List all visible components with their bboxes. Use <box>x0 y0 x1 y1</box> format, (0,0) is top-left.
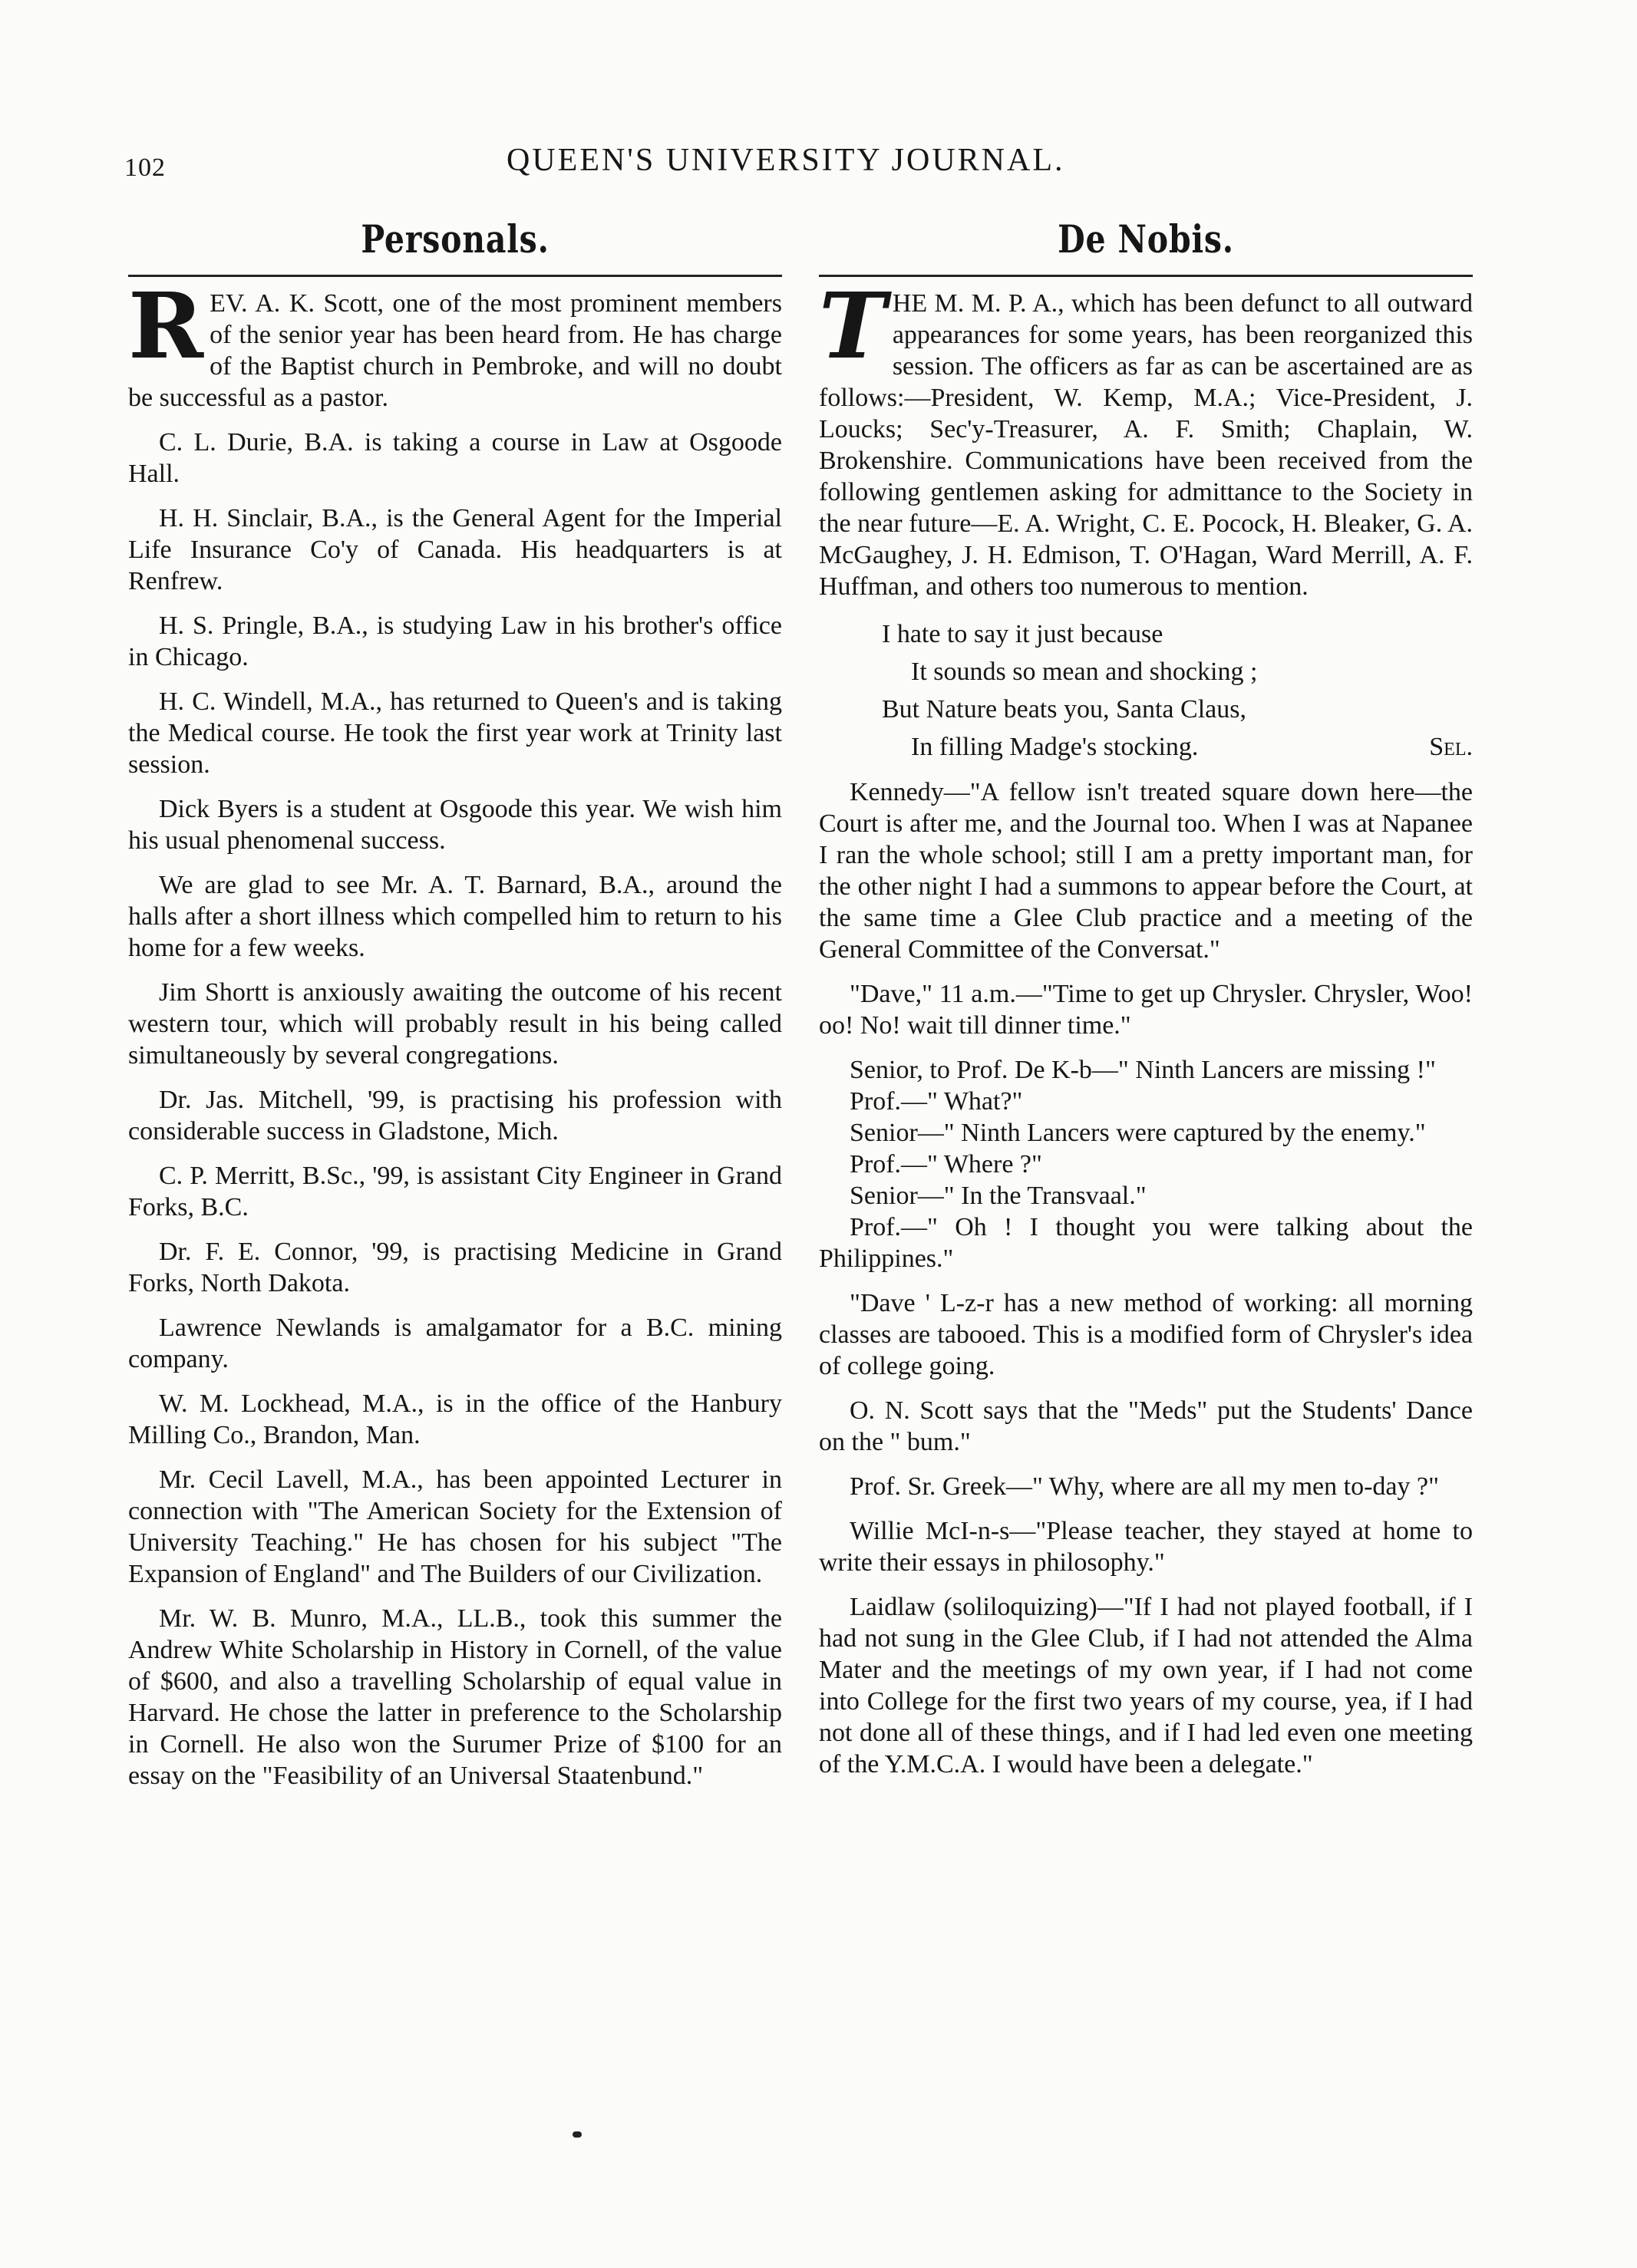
poem-line <box>819 728 1473 766</box>
de-nobis-item: Kennedy—"A fellow isn't treated square down here—the Court is after me, and the Journal too. When I was at Napanee I ran the whole school; still I am a pretty important man, for the other night I had a summons to appear before the Court, at the same time a Glee Club practice and a meeting of the General Committee of the Conversat." <box>819 778 1473 964</box>
personal-item: H. H. Sinclair, B.A., is the General Agent for the Imperial Life Insurance Co'y of Canada. His headquarters is at Renfrew. <box>128 504 782 595</box>
printer-mark <box>573 2131 582 2138</box>
dialogue-line: Senior—" In the Transvaal." <box>850 1182 1147 1210</box>
de-nobis-item: "Dave ' L-z-r has a new method of working: all morning classes are tabooed. This is a modified form of Chrysler's idea of college going. <box>819 1289 1473 1380</box>
poem-line: It sounds so mean and shocking ; <box>911 658 1258 686</box>
poem-line-text: In filling Madge's stocking. <box>911 733 1199 761</box>
dialogue-line: Senior—" Ninth Lancers were captured by the enemy." <box>850 1119 1426 1147</box>
personal-item: C. L. Durie, B.A. is taking a course in Law at Osgoode Hall. <box>128 428 782 488</box>
poem-line: But Nature beats you, Santa Claus, <box>882 695 1246 724</box>
personal-item: Dick Byers is a student at Osgoode this year. We wish him his usual phenomenal success. <box>128 795 782 855</box>
poem <box>819 615 1473 766</box>
poem-signature: Sel. <box>1429 733 1473 761</box>
personal-item: Dr. Jas. Mitchell, '99, is practising his profession with considerable success in Gladstone, Mich. <box>128 1086 782 1146</box>
personals-heading: Personals. <box>361 216 550 262</box>
de-nobis-item: Laidlaw (soliloquizing)—"If I had not played football, if I had not sung in the Glee Club, if I had not attended the Alma Mater and the meetings of my own year, if I had not come into College for the first two years of my course, yea, if I had not done all of these things, and if I had led even one meeting of the Y.M.C.A. I would have been a delegate." <box>819 1593 1473 1778</box>
page-number: 102 <box>124 153 166 182</box>
personal-item: We are glad to see Mr. A. T. Barnard, B.A., around the halls after a short illness which compelled him to return to his home for a few weeks. <box>128 871 782 962</box>
dialogue-line: Prof.—" Where ?" <box>850 1150 1042 1179</box>
de-nobis-item: "Dave," 11 a.m.—"Time to get up Chrysler. Chrysler, Woo! oo! No! wait till dinner time." <box>819 980 1473 1040</box>
de-nobis-heading: De Nobis. <box>1058 216 1234 262</box>
de-nobis-item: O. N. Scott says that the "Meds" put the Students' Dance on the " bum." <box>819 1396 1473 1456</box>
de-nobis-item: Willie McI-n-s—"Please teacher, they stayed at home to write their essays in philosophy." <box>819 1517 1473 1577</box>
dropcap: T <box>819 272 886 379</box>
personal-item: H. S. Pringle, B.A., is studying Law in his brother's office in Chicago. <box>128 612 782 671</box>
personal-item: W. M. Lockhead, M.A., is in the office of the Hanbury Milling Co., Brandon, Man. <box>128 1389 782 1449</box>
de-nobis-intro-text: HE M. M. P. A., which has been defunct to all outward appearances for some years, has been reorganized this session. The officers as far as can be ascertained are as follows:—President, W. Kemp, M.A.; Vice-President, J. Loucks; Sec'y-Treasurer, A. F. Smith; Chaplain, W. Brokenshire. Communications have been received from the following gentlemen asking for admittance to the Society in the near future—E. A. Wright, C. E. Pocock, H. Bleaker, G. A. McGaughey, J. H. Edmison, T. O'Hagan, Ward Merrill, A. F. Huffman, and others too numerous to mention. <box>819 289 1473 601</box>
de-nobis-rule <box>819 275 1473 277</box>
de-nobis-item: Prof. Sr. Greek—" Why, where are all my men to-day ?" <box>850 1472 1439 1501</box>
personal-item: Lawrence Newlands is amalgamator for a B.C. mining company. <box>128 1314 782 1373</box>
personal-item: Mr. Cecil Lavell, M.A., has been appointed Lecturer in connection with "The American Society for the Extension of University Teaching." He has chosen for his subject "The Expansion of England" and The Builders of our Civilization. <box>128 1465 782 1588</box>
de-nobis-column <box>819 215 1473 1793</box>
personal-item: Mr. W. B. Munro, M.A., LL.B., took this summer the Andrew White Scholarship in History in Cornell, of the value of $600, and also a travelling Scholarship of equal value in Harvard. He chose the latter in preference to the Scholarship in Cornell. He also won the Surumer Prize of $100 for an essay on the "Feasibility of an Universal Staatenbund." <box>128 1604 782 1790</box>
personal-item-text: EV. A. K. Scott, one of the most prominent members of the senior year has been heard from. He has charge of the Baptist church in Pembroke, and will no doubt be successful as a pastor. <box>128 289 782 412</box>
personals-column <box>128 215 782 1805</box>
poem-line: I hate to say it just because <box>882 620 1163 648</box>
dialogue-line: Prof.—" Oh ! I thought you were talking about the Philippines." <box>819 1213 1473 1273</box>
personal-item: H. C. Windell, M.A., has returned to Queen's and is taking the Medical course. He took the first year work at Trinity last session. <box>128 687 782 779</box>
dialogue-line: Prof.—" What?" <box>850 1087 1023 1116</box>
journal-title: QUEEN'S UNIVERSITY JOURNAL. <box>507 143 1065 178</box>
personal-item: C. P. Merritt, B.Sc., '99, is assistant City Engineer in Grand Forks, B.C. <box>128 1162 782 1221</box>
personal-item: Jim Shortt is anxiously awaiting the outcome of his recent western tour, which will probably result in his being called simultaneously by several congregations. <box>128 978 782 1070</box>
personal-item <box>128 272 782 414</box>
personals-rule <box>128 275 782 277</box>
dialogue-line: Senior, to Prof. De K-b—" Ninth Lancers are missing !" <box>850 1056 1436 1084</box>
personal-item: Dr. F. E. Connor, '99, is practising Medicine in Grand Forks, North Dakota. <box>128 1238 782 1297</box>
de-nobis-intro <box>819 272 1473 602</box>
dropcap: R <box>128 272 204 379</box>
